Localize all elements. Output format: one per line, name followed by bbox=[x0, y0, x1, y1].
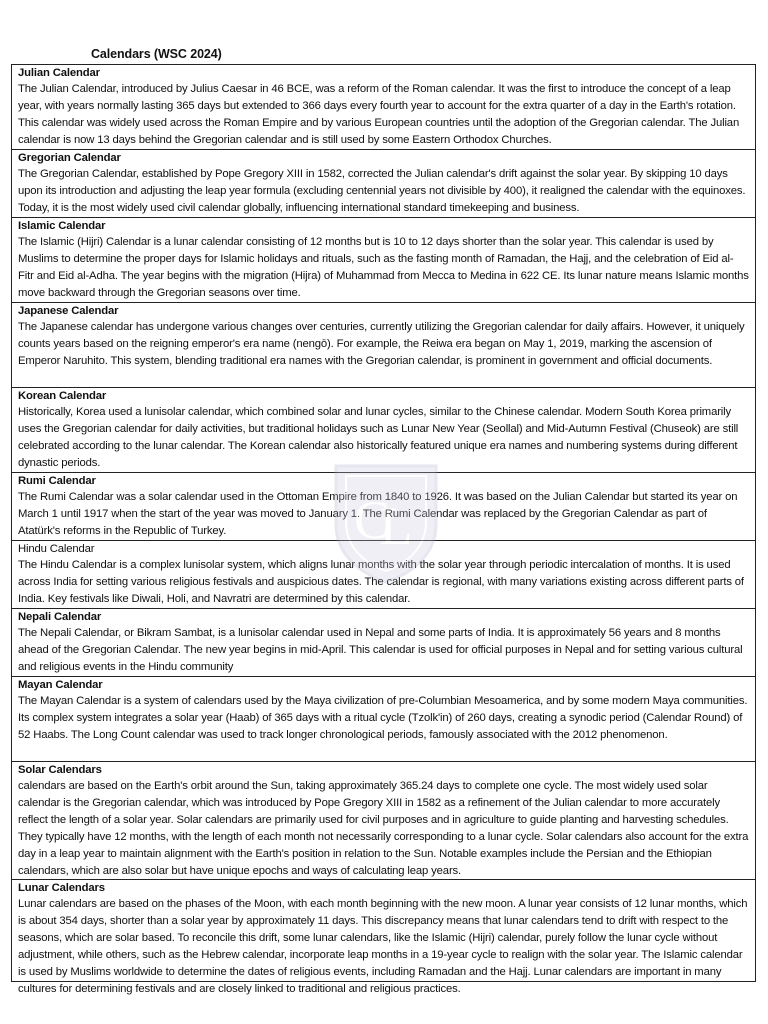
calendar-entry-title: Rumi Calendar bbox=[18, 475, 96, 487]
calendar-entry-title: Gregorian Calendar bbox=[18, 152, 121, 164]
calendar-entry-description: The Julian Calendar, introduced by Julius Caesar in 46 BCE, was a reform of the Roman calendar. It was the first to introduce the concept of a leap year, with years normally lasting 365 days but extended to 366 days every fourth year to account for the extra quarter of a day in the Earth's rotation. This calendar was widely used across the Roman Empire and by various European countries until the adoption of the Gregorian calendar. The Julian calendar is now 13 days behind the Gregorian calendar and is still used by some Eastern Orthodox Churches. bbox=[18, 83, 740, 146]
calendar-entry-title: Japanese Calendar bbox=[18, 305, 119, 317]
calendar-entry-title: Islamic Calendar bbox=[18, 220, 106, 232]
calendar-entry bbox=[11, 762, 756, 880]
calendar-entry-description: The Islamic (Hijri) Calendar is a lunar calendar consisting of 12 months but is 10 to 12 days shorter than the solar year. This calendar is used by Muslims to determine the proper days for Islamic holidays and rituals, such as the fasting month of Ramadan, the Hajj, and the celebration of Eid al-Fitr and Eid al-Adha. The year begins with the migration (Hijra) of Muhammad from Mecca to Medina in 622 CE. Its lunar nature means Islamic months move backward through the Gregorian seasons over time. bbox=[18, 236, 749, 299]
calendar-entry-title: Solar Calendars bbox=[18, 764, 102, 776]
calendar-entry-title: Hindu Calendar bbox=[18, 543, 95, 555]
calendar-entry bbox=[11, 218, 756, 303]
calendar-entry bbox=[11, 303, 756, 388]
svg-text:C: C bbox=[353, 490, 391, 550]
svg-text:L: L bbox=[379, 496, 413, 556]
calendar-entry-description: Lunar calendars are based on the phases of the Moon, with each month beginning with the new moon. A lunar year consists of 12 lunar months, which is about 354 days, shorter than a solar year by approximately 11 days. This discrepancy means that lunar calendars tend to drift with respect to the seasons, which are solar based. To reconcile this drift, some lunar calendars, like the Islamic (Hijri) calendar, purely follow the lunar cycle without adjustment, while others, such as the Hebrew calendar, incorporate leap months in a 19-year cycle to realign with the solar year. The Islamic calendar is used by Muslims worldwide to determine the dates of religious events, including Ramadan and the Hajj. Lunar calendars are important in many cultures for determining festivals and are closely linked to traditional and religious practices. bbox=[18, 898, 748, 995]
calendar-entry-description: The Rumi Calendar was a solar calendar used in the Ottoman Empire from 1840 to 1926. It was based on the Julian Calendar but started its year on March 1 until 1917 when the start of the year was moved to January 1. The Rumi Calendar was replaced by the Gregorian Calendar as part of Atatürk's reforms in the Republic of Turkey. bbox=[18, 491, 738, 537]
calendar-table bbox=[11, 64, 756, 995]
calendar-entry-title: Nepali Calendar bbox=[18, 611, 102, 623]
calendar-entry-description: The Nepali Calendar, or Bikram Sambat, is a lunisolar calendar used in Nepal and some parts of India. It is approximately 56 years and 8 months ahead of the Gregorian Calendar. The new year begins in mid-April. This calendar is used for official purposes in Nepal and for setting various cultural and religious events in the Hindu community bbox=[18, 627, 743, 673]
calendar-entry bbox=[11, 677, 756, 762]
calendar-entry-description: The Hindu Calendar is a complex lunisolar system, which aligns lunar months with the solar year through periodic intercalation of months. It is used across India for setting various religious festivals and auspicious dates. The calendar is regional, with many variations existing across different parts of India. Key festivals like Diwali, Holi, and Navratri are determined by this calendar. bbox=[18, 559, 744, 605]
calendar-entry bbox=[11, 880, 756, 995]
calendar-entry-title: Lunar Calendars bbox=[18, 882, 105, 894]
calendar-entry-description: calendars are based on the Earth's orbit around the Sun, taking approximately 365.24 days to complete one cycle. The most widely used solar calendar is the Gregorian calendar, which was introduced by Pope Gregory XIII in 1582 as a refinement of the Julian calendar to more accurately reflect the length of a solar year. Solar calendars are primarily used for civil purposes and in agriculture to guide planting and harvesting schedules. They typically have 12 months, with the length of each month not necessarily corresponding to a lunar cycle. Solar calendars also account for the extra day in a leap year to maintain alignment with the Earth's position in relation to the Sun. Notable examples include the Persian and the Ethiopian calendars, which are also solar but have unique epochs and ways of calculating leap years. bbox=[18, 780, 749, 877]
calendar-entry-description: The Japanese calendar has undergone various changes over centuries, currently utilizing the Gregorian calendar for daily affairs. However, it uniquely counts years based on the reigning emperor's era name (nengō). For example, the Reiwa era began on May 1, 2019, marking the ascension of Emperor Naruhito. This system, blending traditional era names with the Gregorian calendar, is prominent in government and official documents. bbox=[18, 321, 745, 367]
calendar-entry-description: Historically, Korea used a lunisolar calendar, which combined solar and lunar cycles, similar to the Chinese calendar. Modern South Korea primarily uses the Gregorian calendar for daily activities, but traditional holidays such as Lunar New Year (Seollal) and Mid-Autumn Festival (Chuseok) are still celebrated according to the lunar calendar. The Korean calendar also historically featured unique era names and numbering systems during different dynastic periods. bbox=[18, 406, 739, 469]
calendar-entry-title: Korean Calendar bbox=[18, 390, 107, 402]
calendar-entry bbox=[11, 65, 756, 150]
calendar-entry-title: Julian Calendar bbox=[18, 67, 100, 79]
calendar-entry bbox=[11, 150, 756, 218]
calendar-entry-description: The Gregorian Calendar, established by Pope Gregory XIII in 1582, corrected the Julian calendar's drift against the solar year. By skipping 10 days upon its introduction and adjusting the leap year formula (excluding centennial years not divisible by 400), it realigned the calendar with the equinoxes. Today, it is the most widely used civil calendar globally, influencing international standard timekeeping and business. bbox=[18, 168, 746, 214]
calendar-entry bbox=[11, 609, 756, 677]
document-title: Calendars (WSC 2024) bbox=[91, 47, 222, 61]
calendar-entry-description: The Mayan Calendar is a system of calendars used by the Maya civilization of pre-Columbian Mesoamerica, and by some modern Maya communities. Its complex system integrates a solar year (Haab) of 365 days with a ritual cycle (Tzolk'in) of 260 days, creating a synodic period (Calendar Round) of 52 Haabs. The Long Count calendar was used to track longer chronological periods, famously associated with the 2012 phenomenon. bbox=[18, 695, 748, 741]
calendar-entry bbox=[11, 473, 756, 541]
calendar-entry bbox=[11, 388, 756, 473]
calendar-entry bbox=[11, 541, 756, 609]
calendar-entry-title: Mayan Calendar bbox=[18, 679, 103, 691]
